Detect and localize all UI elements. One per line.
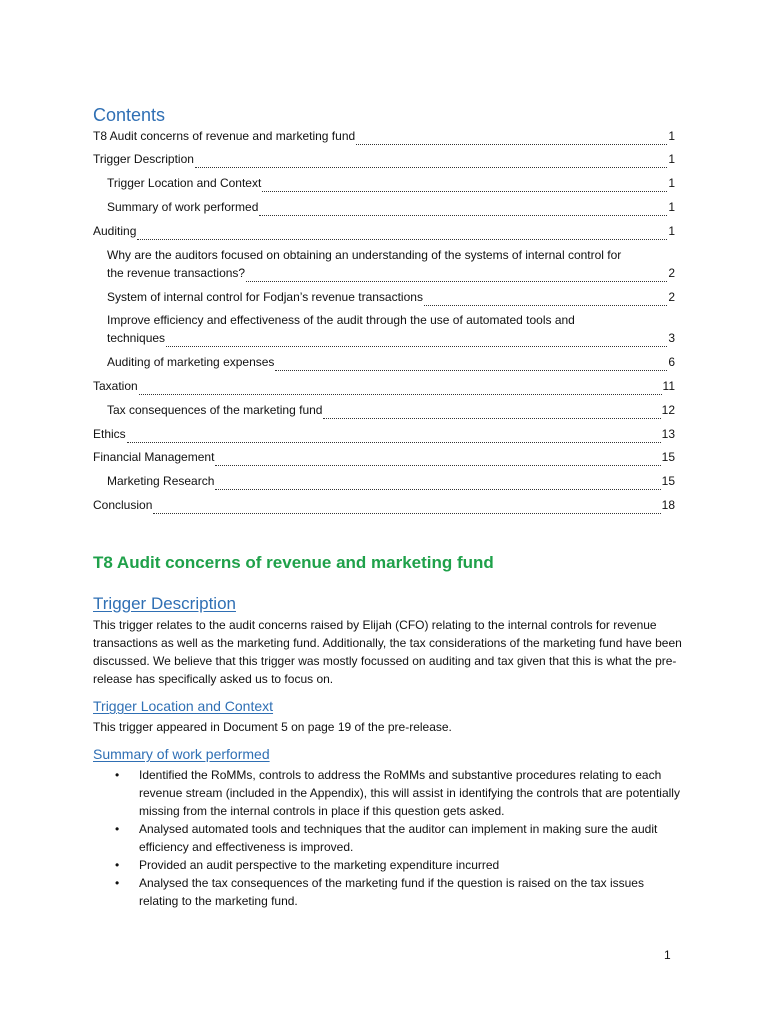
list-item (93, 874, 683, 910)
toc-leader (139, 381, 662, 395)
toc-entry-text: Trigger Location and Context (107, 176, 262, 190)
toc-leader (137, 226, 667, 240)
toc-entry-text: Auditing (93, 224, 137, 238)
bullet-icon: • (115, 822, 120, 836)
trigger-location-heading: Trigger Location and Context (93, 698, 274, 714)
contents-title: Contents (93, 105, 166, 125)
toc-entry-text: techniques (107, 331, 166, 345)
toc-leader (262, 178, 667, 192)
toc-leader (259, 202, 667, 216)
page-number: 1 (664, 948, 671, 962)
list-item-text: Analysed automated tools and techniques that the auditor can implement in making sure the audit efficiency and effectiveness is improved. (139, 822, 658, 854)
toc-leader (424, 292, 667, 306)
list-item (93, 820, 683, 856)
toc-leader (195, 154, 667, 168)
list-item (93, 766, 683, 820)
toc-page-number: 15 (661, 474, 675, 488)
list-item (93, 856, 683, 874)
toc-entry-text: Tax consequences of the marketing fund (107, 403, 323, 417)
list-item-text: Provided an audit perspective to the marketing expenditure incurred (139, 858, 500, 872)
trigger-location-body: This trigger appeared in Document 5 on page 19 of the pre-release. (93, 720, 452, 734)
toc-entry-text: Marketing Research (107, 474, 215, 488)
toc-leader (166, 333, 667, 347)
toc-entry[interactable] (107, 472, 675, 490)
toc-entry-text: Summary of work performed (107, 200, 259, 214)
toc-leader (153, 500, 660, 514)
toc-entry-text: the revenue transactions? (107, 266, 246, 280)
toc-page-number: 12 (661, 403, 675, 417)
summary-bullet-list (93, 766, 683, 910)
toc-entry[interactable] (93, 496, 675, 514)
toc-entry-text-line1: Improve efficiency and effectiveness of the audit through the use of automated tools and (107, 313, 575, 327)
toc-page-number: 1 (668, 224, 675, 238)
toc-entry-text: Auditing of marketing expenses (107, 355, 275, 369)
toc-entry[interactable] (107, 174, 675, 192)
toc-entry[interactable] (107, 246, 675, 282)
toc-entry-text: T8 Audit concerns of revenue and marketing fund (93, 129, 356, 143)
toc-page-number: 1 (668, 176, 675, 190)
toc-entry[interactable] (107, 198, 675, 216)
toc-leader (127, 429, 661, 443)
toc-leader (246, 268, 667, 282)
toc-entry[interactable] (93, 425, 675, 443)
toc-entry-text: Ethics (93, 427, 126, 441)
bullet-icon: • (115, 768, 120, 782)
toc-page-number: 2 (668, 290, 675, 304)
toc-leader (275, 357, 667, 371)
main-heading: T8 Audit concerns of revenue and marketing fund (93, 553, 494, 572)
toc-page-number: 13 (661, 427, 675, 441)
toc-leader (356, 131, 667, 145)
toc-entry[interactable] (93, 377, 675, 395)
toc-entry-text-line1: Why are the auditors focused on obtaining an understanding of the systems of internal control for (107, 248, 622, 262)
toc-page-number: 18 (661, 498, 675, 512)
toc-leader (323, 405, 660, 419)
toc-entry-text: Trigger Description (93, 152, 194, 166)
toc-page-number: 1 (668, 200, 675, 214)
bullet-icon: • (115, 858, 120, 872)
toc-page-number: 1 (668, 129, 675, 143)
toc-entry[interactable] (93, 127, 675, 145)
bullet-icon: • (115, 876, 120, 890)
trigger-description-body: This trigger relates to the audit concerns raised by Elijah (CFO) relating to the internal controls for revenue transactions as well as the marketing fund. Additionally, the tax considerations of the marketing fund have been discussed. We believe that this trigger was mostly focussed on auditing and tax given that this is what the pre-release has specifically asked us to focus on. (93, 618, 682, 686)
toc-entry[interactable] (107, 353, 675, 371)
summary-heading: Summary of work performed (93, 746, 270, 762)
toc-entry-text: Conclusion (93, 498, 153, 512)
list-item-text: Analysed the tax consequences of the marketing fund if the question is raised on the tax issues relating to the marketing fund. (139, 876, 644, 908)
toc-leader (215, 452, 660, 466)
toc-entry-text: Financial Management (93, 450, 215, 464)
toc-page-number: 6 (668, 355, 675, 369)
toc-entry[interactable] (107, 401, 675, 419)
toc-entry[interactable] (93, 222, 675, 240)
toc-entry[interactable] (107, 288, 675, 306)
toc-page-number: 11 (662, 379, 675, 393)
toc-entry[interactable] (93, 448, 675, 466)
list-item-text: Identified the RoMMs, controls to address the RoMMs and substantive procedures relating to each revenue stream (included in the Appendix), this will assist in identifying the controls that are potentially missing from the internal controls in place if this question gets asked. (139, 768, 680, 818)
toc-entry[interactable] (107, 311, 675, 347)
trigger-description-heading: Trigger Description (93, 594, 236, 613)
toc-page-number: 2 (668, 266, 675, 280)
toc-page-number: 15 (661, 450, 675, 464)
toc-leader (215, 476, 660, 490)
toc-entry-text: System of internal control for Fodjan’s revenue transactions (107, 290, 423, 304)
toc-page-number: 1 (668, 152, 675, 166)
toc-entry-text: Taxation (93, 379, 138, 393)
toc-page-number: 3 (668, 331, 675, 345)
toc-entry[interactable] (93, 150, 675, 168)
